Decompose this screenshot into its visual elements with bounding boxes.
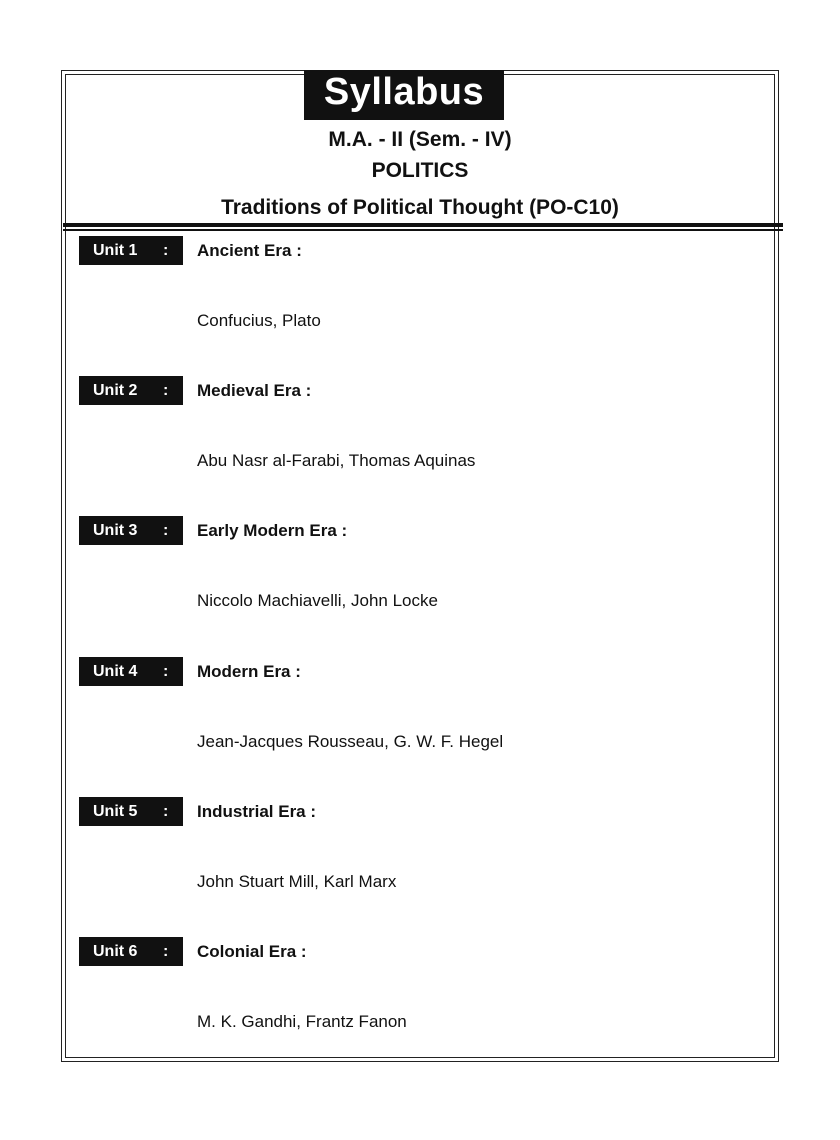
unit-label: Unit 6 — [93, 943, 138, 960]
unit-era-title: Industrial Era : — [197, 802, 317, 821]
syllabus-title-badge: Syllabus — [304, 70, 504, 120]
unit-colon: : — [163, 382, 169, 399]
unit-block-6 — [0, 937, 840, 1077]
unit-badge — [79, 657, 183, 686]
unit-colon: : — [163, 522, 169, 539]
unit-badge — [79, 937, 183, 966]
paper-heading: Traditions of Political Thought (PO-C10) — [221, 196, 619, 219]
unit-colon: : — [163, 943, 169, 960]
unit-block-5 — [0, 797, 840, 937]
unit-badge — [79, 236, 183, 265]
unit-thinkers: John Stuart Mill, Karl Marx — [197, 872, 397, 891]
unit-thinkers: Abu Nasr al-Farabi, Thomas Aquinas — [197, 451, 476, 470]
unit-era-title: Colonial Era : — [197, 942, 307, 961]
subject-heading: POLITICS — [371, 159, 469, 182]
header-divider-thick — [63, 223, 783, 227]
unit-era-title: Ancient Era : — [197, 241, 302, 260]
unit-block-1 — [0, 236, 840, 376]
header-divider-thin — [63, 229, 783, 231]
unit-label: Unit 3 — [93, 522, 138, 539]
unit-era-title: Medieval Era : — [197, 381, 312, 400]
unit-label: Unit 2 — [93, 382, 138, 399]
unit-badge — [79, 797, 183, 826]
unit-badge — [79, 516, 183, 545]
unit-thinkers: M. K. Gandhi, Frantz Fanon — [197, 1012, 407, 1031]
unit-era-title: Modern Era : — [197, 662, 301, 681]
unit-block-3 — [0, 516, 840, 656]
unit-thinkers: Jean-Jacques Rousseau, G. W. F. Hegel — [197, 732, 504, 751]
unit-block-2 — [0, 376, 840, 516]
unit-label: Unit 5 — [93, 803, 138, 820]
unit-era-title: Early Modern Era : — [197, 521, 348, 540]
unit-colon: : — [163, 663, 169, 680]
unit-colon: : — [163, 803, 169, 820]
unit-thinkers: Niccolo Machiavelli, John Locke — [197, 591, 438, 610]
unit-label: Unit 1 — [93, 242, 138, 259]
unit-block-4 — [0, 657, 840, 797]
unit-thinkers: Confucius, Plato — [197, 311, 321, 330]
unit-label: Unit 4 — [93, 663, 138, 680]
unit-colon: : — [163, 242, 169, 259]
course-heading: M.A. - II (Sem. - IV) — [328, 128, 512, 151]
unit-badge — [79, 376, 183, 405]
